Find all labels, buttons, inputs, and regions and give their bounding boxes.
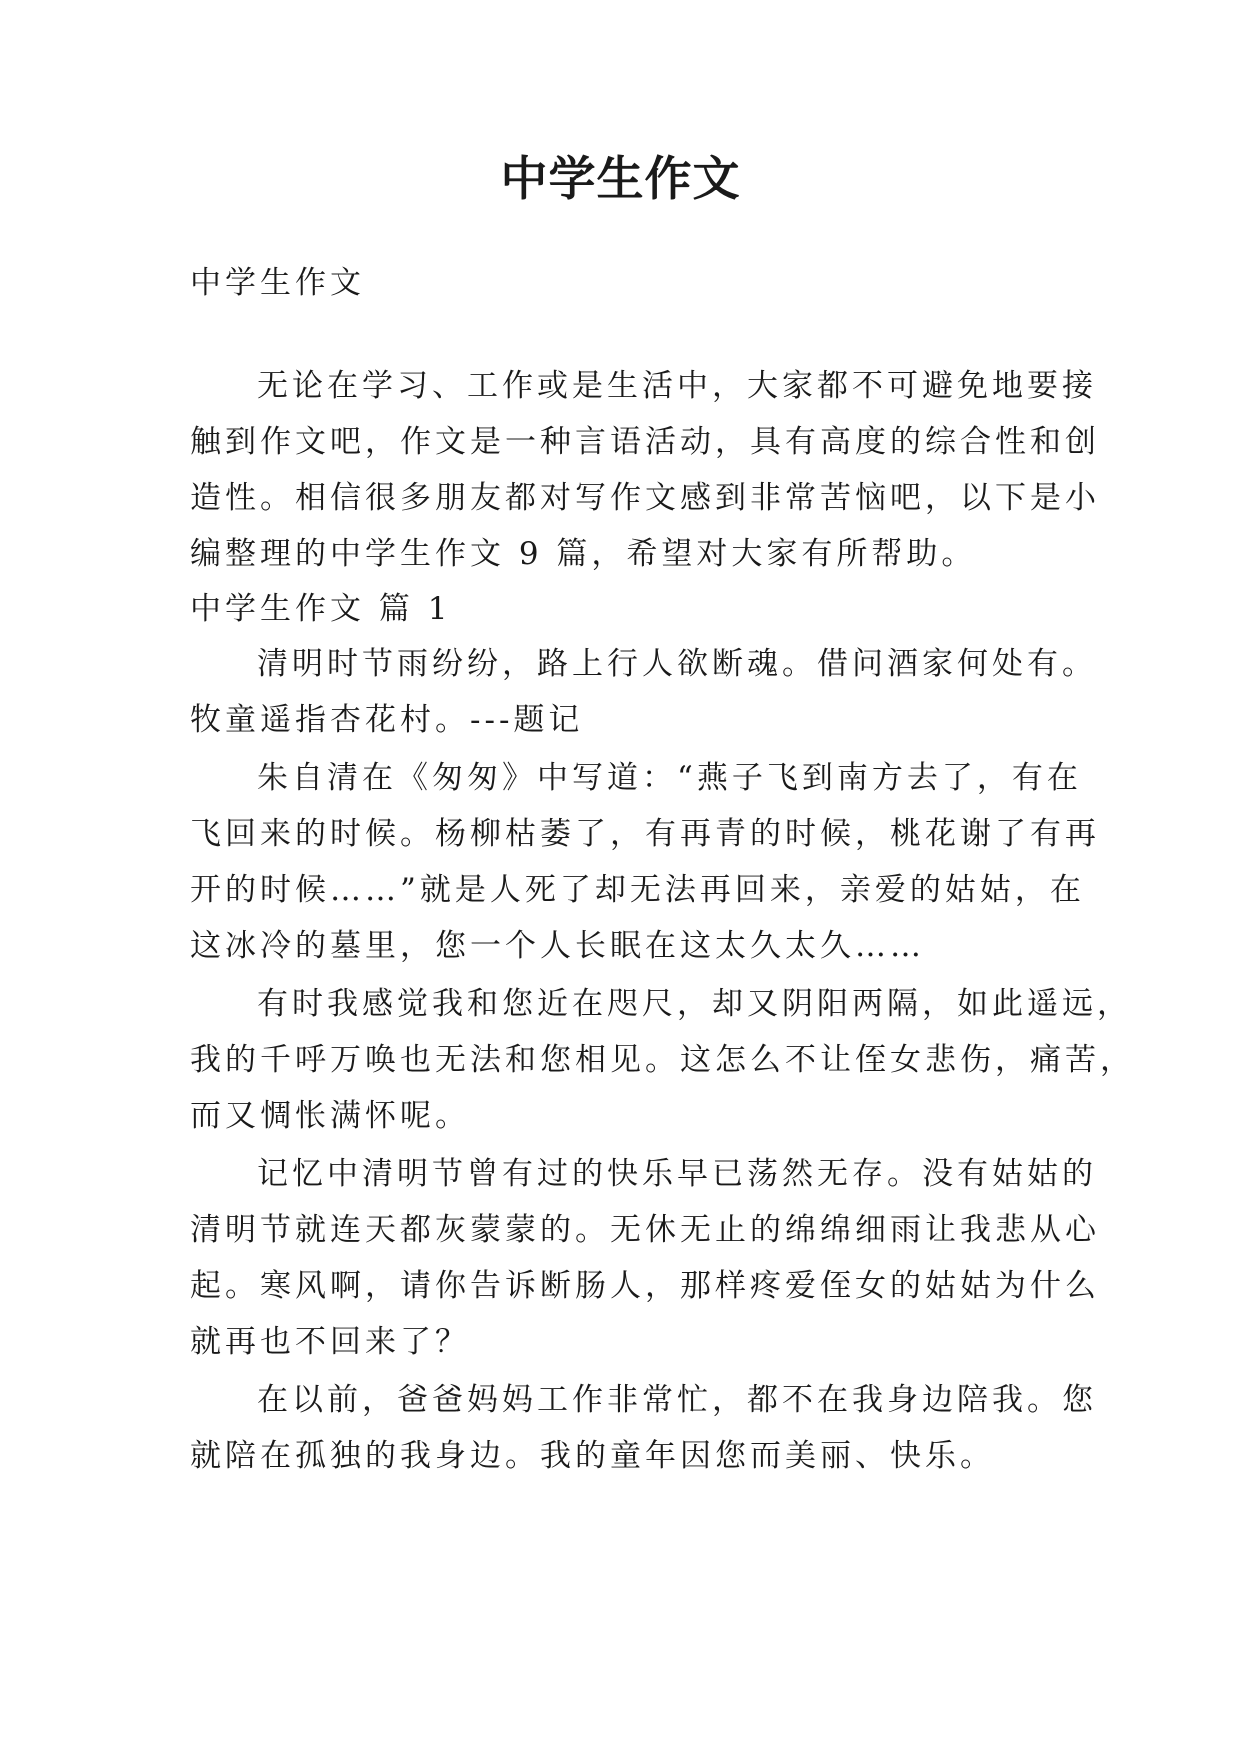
paragraph-line: 记忆中清明节曾有过的快乐早已荡然无存。没有姑姑的: [257, 1156, 1097, 1192]
paragraph-line: 清明时节雨纷纷，路上行人欲断魂。借问酒家何处有。: [257, 646, 1097, 682]
subtitle-line: 中学生作文: [190, 265, 365, 301]
paragraph-line: 触到作文吧，作文是一种言语活动，具有高度的综合性和创: [190, 424, 1100, 460]
paragraph-line: 这冰冷的墓里，您一个人长眠在这太久太久……: [190, 928, 925, 964]
paragraph-line: 牧童遥指杏花村。---题记: [190, 702, 584, 738]
paragraph-line: 开的时候……”就是人死了却无法再回来，亲爱的姑姑，在: [190, 872, 1085, 908]
paragraph-line: 无论在学习、工作或是生活中，大家都不可避免地要接: [257, 368, 1097, 404]
paragraph-line: 飞回来的时候。杨柳枯萎了，有再青的时候，桃花谢了有再: [190, 816, 1100, 852]
paragraph-line: 而又惆怅满怀呢。: [190, 1098, 470, 1134]
paragraph-line: 有时我感觉我和您近在咫尺，却又阴阳两隔，如此遥远，: [257, 986, 1132, 1022]
section-heading: 中学生作文 篇 1: [190, 591, 452, 627]
paragraph-line: 起。寒风啊，请你告诉断肠人，那样疼爱侄女的姑姑为什么: [190, 1268, 1100, 1304]
paragraph-line: 朱自清在《匆匆》中写道：“燕子飞到南方去了，有在: [257, 760, 1082, 796]
paragraph-line: 在以前，爸爸妈妈工作非常忙，都不在我身边陪我。您: [257, 1382, 1097, 1418]
document-title: 中学生作文: [500, 152, 741, 207]
paragraph-line: 编整理的中学生作文 9 篇，希望对大家有所帮助。: [190, 536, 977, 572]
paragraph-line: 就陪在孤独的我身边。我的童年因您而美丽、快乐。: [190, 1438, 995, 1474]
paragraph-line: 清明节就连天都灰蒙蒙的。无休无止的绵绵细雨让我悲从心: [190, 1212, 1100, 1248]
paragraph-line: 造性。相信很多朋友都对写作文感到非常苦恼吧，以下是小: [190, 480, 1100, 516]
paragraph-line: 我的千呼万唤也无法和您相见。这怎么不让侄女悲伤，痛苦，: [190, 1042, 1135, 1078]
paragraph-line: 就再也不回来了？: [190, 1324, 470, 1360]
